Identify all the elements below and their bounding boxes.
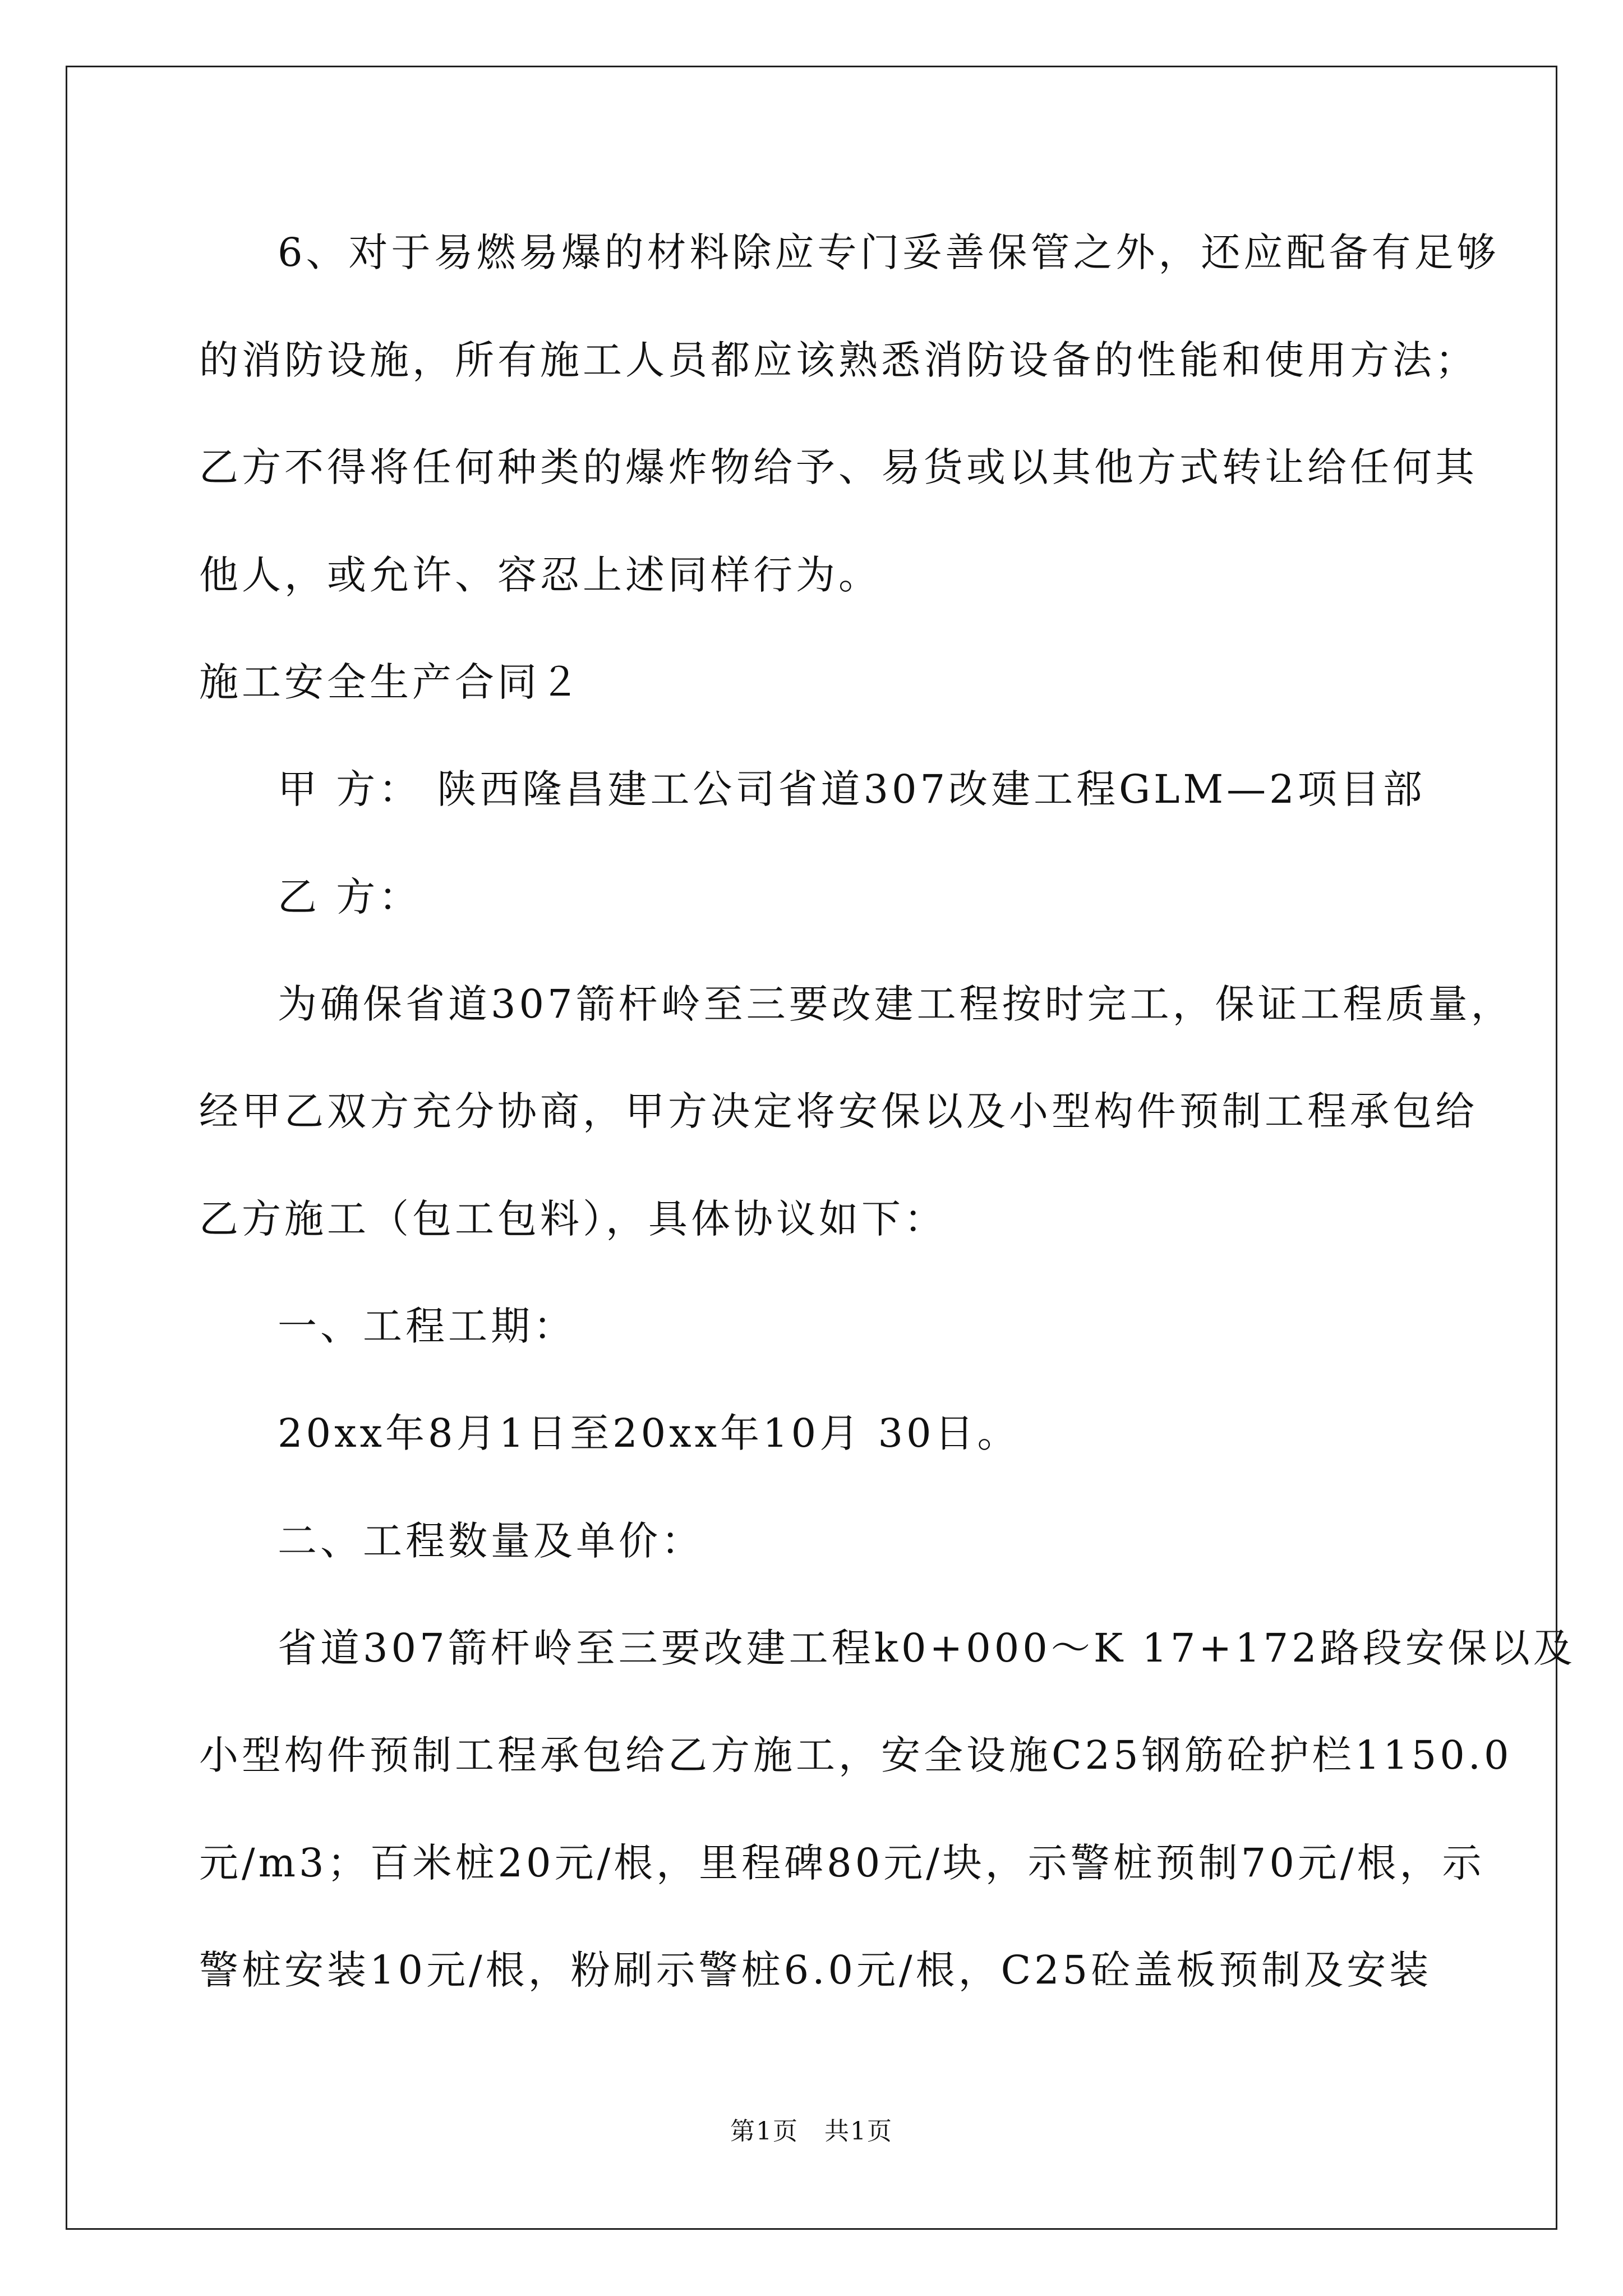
paragraph-line: 为确保省道307箭杆岭至三要改建工程按时完工，保证工程质量， <box>278 981 1514 1027</box>
paragraph-line: 6、对于易燃易爆的材料除应专门妥善保管之外，还应配备有足够 <box>278 229 1500 275</box>
paragraph-line: 乙方施工（包工包料），具体协议如下： <box>199 1196 947 1242</box>
section-title: 施工安全生产合同２ <box>199 659 583 705</box>
paragraph-line: 警桩安装10元/根，粉刷示警桩6.0元/根，C25砼盖板预制及安装 <box>199 1947 1432 1993</box>
party-a-line: 甲 方： 陕西隆昌建工公司省道307改建工程GLM—2项目部 <box>278 766 1426 812</box>
page-border <box>66 66 1557 2230</box>
page-footer: 第1页 共1页 <box>730 2117 893 2146</box>
section-heading: 二、工程数量及单价： <box>278 1518 704 1564</box>
paragraph-line: 省道307箭杆岭至三要改建工程k0+000～K 17+172路段安保以及 <box>278 1625 1576 1671</box>
paragraph-line: 的消防设施，所有施工人员都应该熟悉消防设备的性能和使用方法； <box>199 337 1478 383</box>
paragraph-line: 元/m3；百米桩20元/根，里程碑80元/块，示警桩预制70元/根，示 <box>199 1840 1485 1886</box>
paragraph-line: 小型构件预制工程承包给乙方施工，安全设施C25钢筋砼护栏1150.0 <box>199 1732 1513 1778</box>
section-heading: 一、工程工期： <box>278 1303 576 1349</box>
paragraph-line: 他人，或允许、容忍上述同样行为。 <box>199 552 881 598</box>
paragraph-line: 经甲乙双方充分协商，甲方决定将安保以及小型构件预制工程承包给 <box>199 1088 1478 1134</box>
paragraph-line: 20xx年8月1日至20xx年10月 30日。 <box>278 1410 1020 1456</box>
paragraph-line: 乙方不得将任何种类的爆炸物给予、易货或以其他方式转让给任何其 <box>199 444 1478 490</box>
party-b-line: 乙 方： <box>278 874 422 920</box>
